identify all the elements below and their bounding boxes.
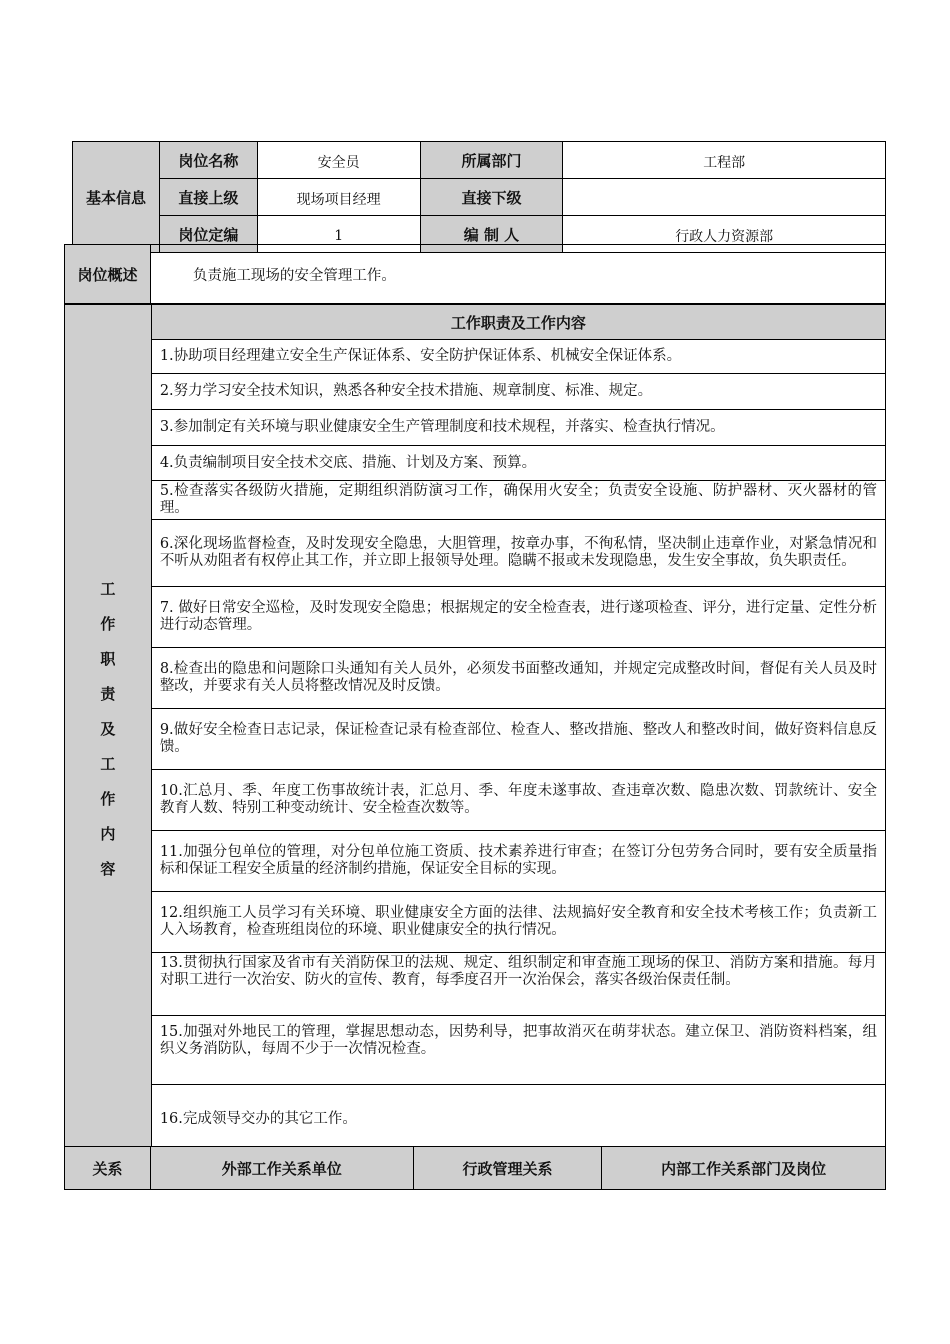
duty-item: 4.负责编制项目安全技术交底、措施、计划及方案、预算。 <box>151 446 885 481</box>
duties-header: 工作职责及工作内容 <box>151 305 885 340</box>
duty-item: 3.参加制定有关环境与职业健康安全生产管理制度和技术规程，并落实、检查执行情况。 <box>151 410 885 446</box>
duty-item: 6.深化现场监督检查，及时发现安全隐患，大胆管理，按章办事，不徇私情，坚决制止违章作业，对紧急情况和不听从劝阻者有权停止其工作，并立即上报领导处理。隐瞒不报或未发现隐患，发生安全事故，负失职责任。 <box>151 520 885 587</box>
position-name-value: 安全员 <box>257 142 420 179</box>
duties-side-char: 工 <box>100 754 116 773</box>
direct-subordinate-label: 直接下级 <box>420 179 563 216</box>
duties-side-char: 及 <box>100 719 116 738</box>
direct-subordinate-value <box>563 179 886 216</box>
overview-table <box>64 244 886 304</box>
duties-side-char: 职 <box>100 649 116 668</box>
duty-item: 15.加强对外地民工的管理，掌握思想动态，因势利导，把事故消灭在萌芽状态。建立保卫、消防资料档案，组织义务消防队，每周不少于一次情况检查。 <box>151 1016 885 1085</box>
external-relations-header: 外部工作关系单位 <box>150 1147 413 1190</box>
duty-item: 1.协助项目经理建立安全生产保证体系、安全防护保证体系、机械安全保证体系。 <box>151 340 885 374</box>
duties-side-text <box>98 572 118 887</box>
duties-side-char: 容 <box>100 859 116 878</box>
duty-item: 10.汇总月、季、年度工伤事故统计表，汇总月、季、年度未遂事故、查违章次数、隐患次数、罚款统计、安全教育人数、特别工种变动统计、安全检查次数等。 <box>151 770 885 831</box>
duty-item: 13.贯彻执行国家及省市有关消防保卫的法规、规定、组织制定和审查施工现场的保卫、消防方案和措施。每月对职工进行一次治安、防火的宣传、教育，每季度召开一次治保会，落实各级治保责任制。 <box>151 953 885 1016</box>
direct-superior-value: 现场项目经理 <box>257 179 420 216</box>
headcount-value: 1 <box>257 216 420 253</box>
compiler-label: 编 制 人 <box>420 216 563 253</box>
duty-item: 8.检查出的隐患和问题除口头通知有关人员外，必须发书面整改通知，并规定完成整改时间，督促有关人员及时整改，并要求有关人员将整改情况及时反馈。 <box>151 648 885 709</box>
duty-item: 11.加强分包单位的管理，对分包单位施工资质、技术素养进行审查；在签订分包劳务合同时，要有安全质量指标和保证工程安全质量的经济制约措施，保证安全目标的实现。 <box>151 831 885 892</box>
position-name-label: 岗位名称 <box>159 142 257 179</box>
duties-side-char: 作 <box>100 789 116 808</box>
internal-relations-header: 内部工作关系部门及岗位 <box>602 1147 886 1190</box>
relations-label: 关系 <box>65 1147 151 1190</box>
compiler-value: 行政人力资源部 <box>563 216 886 253</box>
duty-item: 2.努力学习安全技术知识，熟悉各种安全技术措施、规章制度、标准、规定。 <box>151 374 885 410</box>
overview-text: 负责施工现场的安全管理工作。 <box>150 245 885 304</box>
duties-side-char: 工 <box>100 579 116 598</box>
department-label: 所属部门 <box>420 142 563 179</box>
relations-table <box>64 1146 886 1190</box>
headcount-label: 岗位定编 <box>159 216 257 253</box>
duties-side-label <box>65 305 152 1154</box>
duties-side-char: 内 <box>100 824 116 843</box>
duties-side-char: 责 <box>100 684 116 703</box>
admin-relations-header: 行政管理关系 <box>413 1147 602 1190</box>
overview-label: 岗位概述 <box>65 245 151 304</box>
duty-item: 9.做好安全检查日志记录，保证检查记录有检查部位、检查人、整改措施、整改人和整改时间，做好资料信息反馈。 <box>151 709 885 770</box>
duty-item: 7. 做好日常安全巡检，及时发现安全隐患；根据规定的安全检查表，进行遂项检查、评分，进行定量、定性分析进行动态管理。 <box>151 587 885 648</box>
department-value: 工程部 <box>563 142 886 179</box>
duties-table <box>64 304 886 1154</box>
duty-item: 5.检查落实各级防火措施，定期组织消防演习工作，确保用火安全；负责安全设施、防护器材、灭火器材的管理。 <box>151 481 885 520</box>
basic-info-label: 基本信息 <box>73 142 160 253</box>
duties-side-char: 作 <box>100 614 116 633</box>
duty-item: 16.完成领导交办的其它工作。 <box>151 1085 885 1154</box>
duty-item: 12.组织施工人员学习有关环境、职业健康安全方面的法律、法规搞好安全教育和安全技术考核工作；负责新工人入场教育，检查班组岗位的环境、职业健康安全的执行情况。 <box>151 892 885 953</box>
basic-info-table <box>72 141 886 253</box>
direct-superior-label: 直接上级 <box>159 179 257 216</box>
